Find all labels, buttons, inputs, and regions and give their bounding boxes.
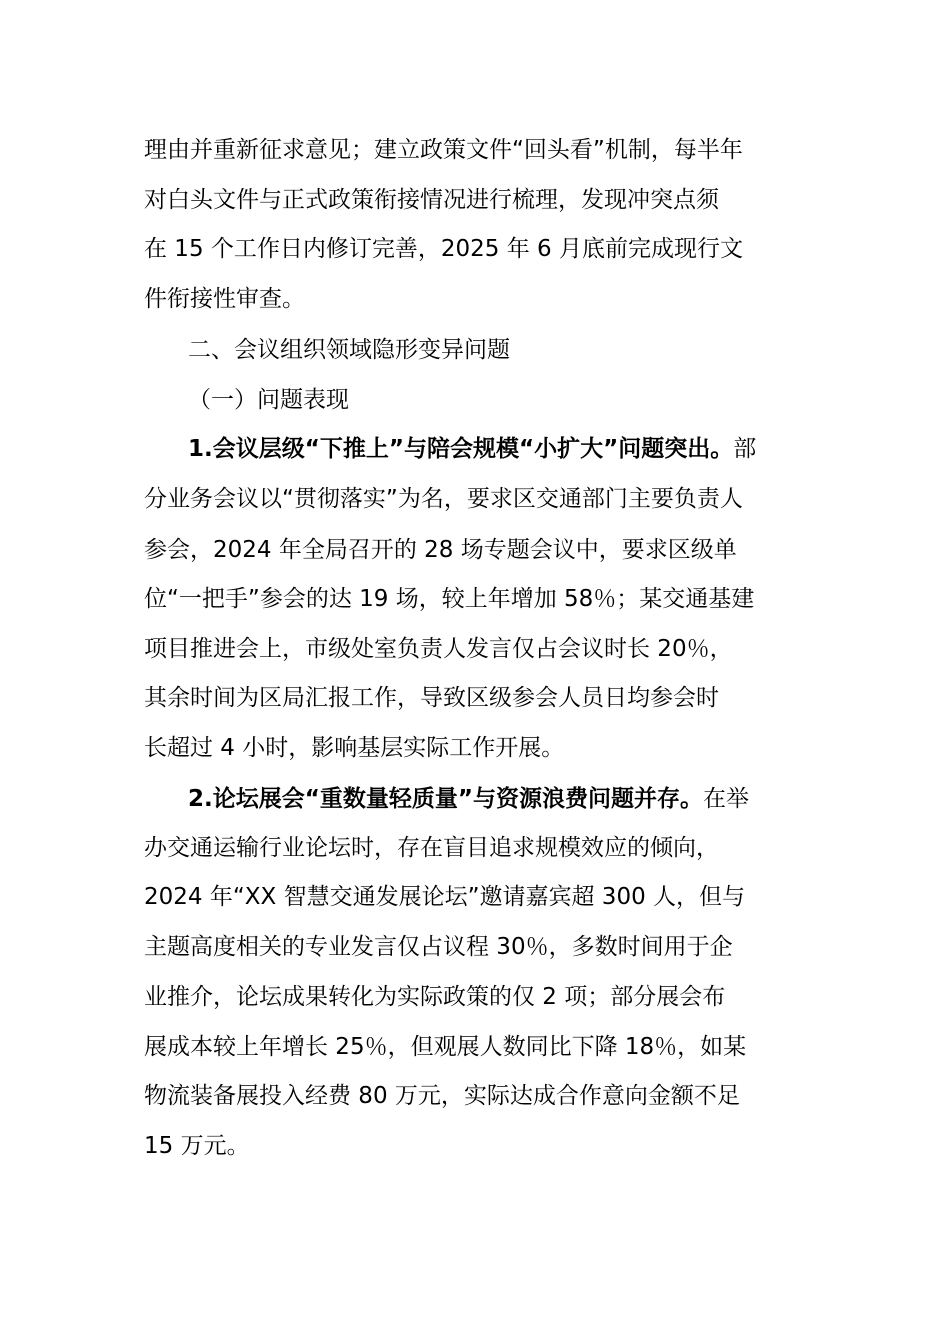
section-heading: 二、会议组织领域隐形变异问题	[188, 337, 510, 363]
body-text-line: 理由并重新征求意见；建立政策文件“回头看”机制，每半年	[144, 137, 743, 163]
body-text-line: 物流装备展投入经费 80 万元，实际达成合作意向金额不足	[144, 1083, 740, 1109]
body-text-line: 分业务会议以“贯彻落实”为名，要求区交通部门主要负责人	[144, 486, 743, 512]
item1-first-line-rest: 部	[733, 436, 757, 462]
body-text-line: 业推介，论坛成果转化为实际政策的仅 2 项；部分展会布	[144, 984, 726, 1010]
body-text-line: 2024 年“XX 智慧交通发展论坛”邀请嘉宾超 300 人，但与	[144, 884, 746, 910]
item1-first-line	[188, 433, 756, 465]
item2-first-line-rest: 在举	[702, 786, 749, 812]
body-text-line: 件衔接性审查。	[144, 286, 305, 312]
body-text-line: 位“一把手”参会的达 19 场，较上年增加 58％；某交通基建	[144, 586, 755, 612]
body-text-line: 办交通运输行业论坛时，存在盲目追求规模效应的倾向，	[144, 835, 719, 861]
item1-title: 1.会议层级“下推上”与陪会规模“小扩大”问题突出。	[188, 436, 734, 462]
body-text-line: 参会，2024 年全局召开的 28 场专题会议中，要求区级单	[144, 537, 737, 563]
item2-first-line	[188, 783, 749, 815]
body-text-line: 在 15 个工作日内修订完善，2025 年 6 月底前完成现行文	[144, 236, 743, 262]
body-text-line: 对白头文件与正式政策衔接情况进行梳理，发现冲突点须	[144, 187, 719, 213]
body-text-line: 主题高度相关的专业发言仅占议程 30％，多数时间用于企	[144, 934, 733, 960]
body-text-line: 展成本较上年增长 25％，但观展人数同比下降 18％，如某	[144, 1034, 747, 1060]
body-text-line: 其余时间为区局汇报工作，导致区级参会人员日均参会时	[144, 685, 719, 711]
body-text-line: 15 万元。	[144, 1133, 250, 1159]
body-text-line: 长超过 4 小时，影响基层实际工作开展。	[144, 735, 565, 761]
subsection-heading: （一）问题表现	[188, 387, 349, 413]
body-text-line: 项目推进会上，市级处室负责人发言仅占会议时长 20％，	[144, 636, 733, 662]
item2-title: 2.论坛展会“重数量轻质量”与资源浪费问题并存。	[188, 786, 703, 812]
